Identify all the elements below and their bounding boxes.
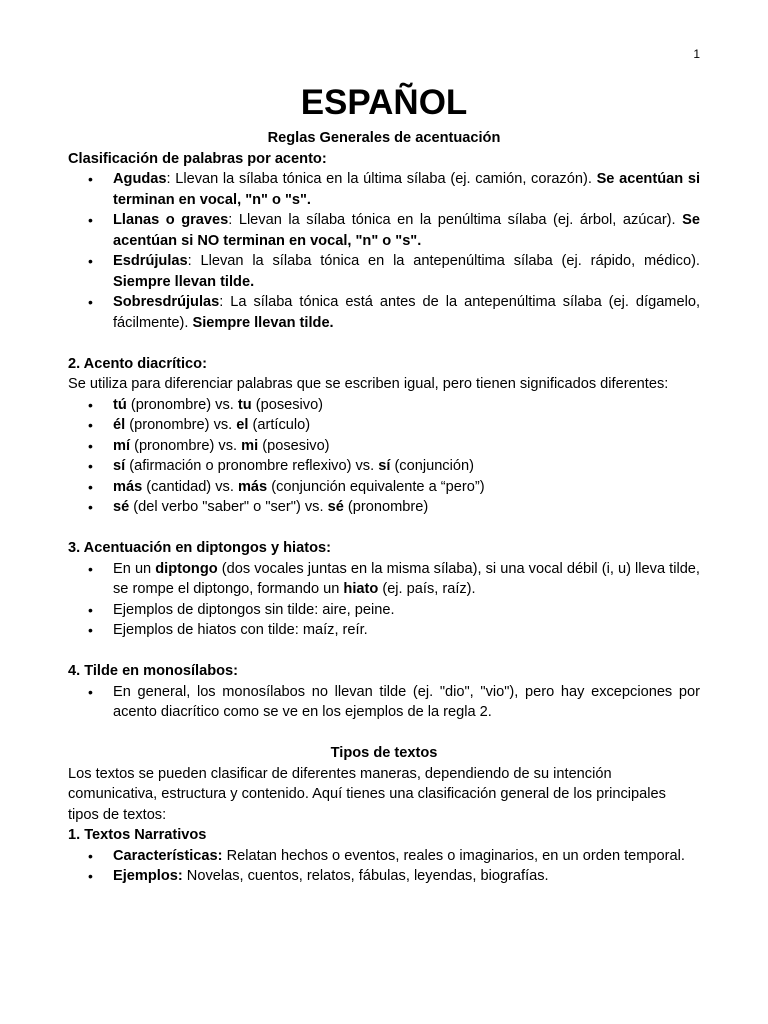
list-item: • Ejemplos: Novelas, cuentos, relatos, fábulas, leyendas, biografías. xyxy=(68,866,700,887)
list-item: • sí (afirmación o pronombre reflexivo) vs. sí (conjunción) xyxy=(68,456,700,477)
list-item: • Sobresdrújulas: La sílaba tónica está antes de la antepenúltima sílaba (ej. dígamelo, fácilmente). Siempre llevan tilde. xyxy=(68,292,700,333)
list-item: • tú (pronombre) vs. tu (posesivo) xyxy=(68,395,700,416)
list-item: • Llanas o graves: Llevan la sílaba tónica en la penúltima sílaba (ej. árbol, azúcar). Se acentúan si NO terminan en vocal, "n" o "s". xyxy=(68,210,700,251)
narrative-texts-heading: 1. Textos Narrativos xyxy=(68,827,207,843)
text-types-intro: Los textos se pueden clasificar de diferentes maneras, dependiendo de su intención comunicativa, estructura y contenido. Aquí tienes una clasificación general de los principales tipos de textos: xyxy=(68,765,666,823)
document-title: ESPAÑOL xyxy=(300,83,468,122)
list-item: • Ejemplos de diptongos sin tilde: aire, peine. xyxy=(68,600,700,621)
accent-rules-heading: Reglas Generales de acentuación xyxy=(267,130,501,146)
accent-classification-list xyxy=(68,169,700,333)
list-item: • Esdrújulas: Llevan la sílaba tónica en la antepenúltima sílaba (ej. rápido, médico). Siempre llevan tilde. xyxy=(68,251,700,292)
list-item: • En general, los monosílabos no llevan tilde (ej. "dio", "vio"), pero hay excepciones por acento diacrítico como se ve en los ejemplos de la regla 2. xyxy=(68,682,700,723)
diacritic-list xyxy=(68,395,700,518)
diphthongs-list xyxy=(68,559,700,641)
diacritic-intro: Se utiliza para diferenciar palabras que se escriben igual, pero tienen significados diferentes: xyxy=(68,376,669,392)
list-item: • él (pronombre) vs. el (artículo) xyxy=(68,415,700,436)
page-number: 1 xyxy=(693,47,700,61)
narrative-texts-list xyxy=(68,846,700,887)
list-item: • mí (pronombre) vs. mi (posesivo) xyxy=(68,436,700,457)
monosyllables-list xyxy=(68,682,700,723)
classification-heading: Clasificación de palabras por acento: xyxy=(68,150,327,167)
diphthongs-heading: 3. Acentuación en diptongos y hiatos: xyxy=(68,540,331,556)
list-item: • Ejemplos de hiatos con tilde: maíz, reír. xyxy=(68,620,700,641)
diacritic-heading: 2. Acento diacrítico: xyxy=(68,355,207,372)
list-item: • más (cantidad) vs. más (conjunción equivalente a “pero”) xyxy=(68,477,700,498)
list-item: • Agudas: Llevan la sílaba tónica en la última sílaba (ej. camión, corazón). Se acentúan si terminan en vocal, "n" o "s". xyxy=(68,169,700,210)
monosyllables-heading: 4. Tilde en monosílabos: xyxy=(68,663,239,679)
list-item: • En un diptongo (dos vocales juntas en la misma sílaba), si una vocal débil (i, u) lleva tilde, se rompe el diptongo, formando un hiato (ej. país, raíz). xyxy=(68,559,700,600)
text-types-heading: Tipos de textos xyxy=(330,745,438,761)
document-body xyxy=(68,83,700,887)
list-item: • sé (del verbo "saber" o "ser") vs. sé (pronombre) xyxy=(68,497,700,518)
list-item: • Características: Relatan hechos o eventos, reales o imaginarios, en un orden temporal. xyxy=(68,846,700,867)
